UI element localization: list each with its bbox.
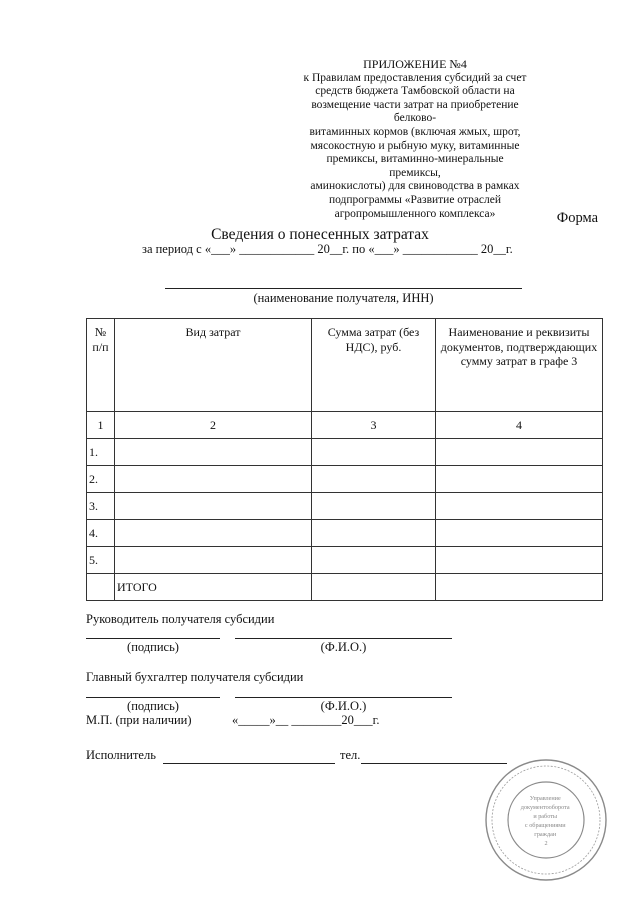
accountant-name-caption: (Ф.И.О.) [320, 699, 367, 713]
expense-type-cell[interactable] [115, 547, 312, 574]
recipient-line [165, 288, 522, 289]
phone-label: тел. [340, 748, 361, 762]
row-number: 4. [87, 520, 115, 547]
expense-type-cell[interactable] [115, 439, 312, 466]
page-title: Сведения о понесенных затратах [211, 226, 429, 243]
accountant-title: Главный бухгалтер получателя субсидии [86, 670, 304, 684]
stamp-center-line: 2 [544, 840, 548, 847]
head-signature-line[interactable] [86, 638, 220, 639]
stamp [484, 758, 608, 882]
header-documents: Наименование и реквизиты документов, подтверждающих сумму затрат в графе 3 [436, 319, 603, 412]
column-number: 2 [115, 412, 312, 439]
appendix-line: подпрограммы «Развитие отраслей [328, 193, 502, 206]
expense-type-cell[interactable] [115, 520, 312, 547]
total-row [87, 574, 603, 601]
head-name-caption: (Ф.И.О.) [320, 640, 367, 654]
appendix-line: мясокостную и рыбную муку, витаминные [310, 139, 520, 152]
documents-cell[interactable] [436, 493, 603, 520]
expense-type-cell[interactable] [115, 493, 312, 520]
amount-cell[interactable] [312, 466, 436, 493]
executor-label: Исполнитель [86, 748, 156, 762]
documents-cell[interactable] [436, 520, 603, 547]
appendix-block [300, 58, 530, 221]
seal-label: М.П. (при наличии) [86, 713, 192, 727]
form-label: Форма [556, 210, 598, 226]
table-row [87, 439, 603, 466]
expense-type-cell[interactable] [115, 466, 312, 493]
stamp-center-line: документооборота [520, 804, 570, 811]
total-documents-cell[interactable] [436, 574, 603, 601]
appendix-line: к Правилам предоставления субсидий за счет [303, 71, 527, 84]
appendix-line: средств бюджета Тамбовской области на [315, 85, 515, 98]
appendix-line: аминокислоты) для свиноводства в рамках [310, 180, 520, 193]
header-number: № п/п [87, 319, 115, 412]
column-number: 1 [87, 412, 115, 439]
date-line[interactable]: «_____»__ ________20___г. [232, 713, 380, 727]
table-row [87, 520, 603, 547]
total-label: ИТОГО [115, 574, 312, 601]
row-number: 3. [87, 493, 115, 520]
header-amount: Сумма затрат (без НДС), руб. [312, 319, 436, 412]
header-expense-type: Вид затрат [115, 319, 312, 412]
column-number-row [87, 412, 603, 439]
appendix-line: агропромышленного комплекса» [334, 207, 496, 220]
table-row [87, 493, 603, 520]
amount-cell[interactable] [312, 493, 436, 520]
head-signature-caption: (подпись) [127, 640, 179, 654]
total-number-cell [87, 574, 115, 601]
head-title: Руководитель получателя субсидии [86, 612, 275, 626]
stamp-center-line: и работы [533, 813, 558, 820]
documents-cell[interactable] [436, 466, 603, 493]
documents-cell[interactable] [436, 439, 603, 466]
accountant-signature-caption: (подпись) [127, 699, 179, 713]
appendix-line: премиксы, витаминно-минеральные премиксы, [326, 153, 504, 179]
row-number: 1. [87, 439, 115, 466]
amount-cell[interactable] [312, 520, 436, 547]
column-number: 3 [312, 412, 436, 439]
accountant-name-line[interactable] [235, 697, 452, 698]
appendix-line: возмещение части затрат на приобретение белково- [311, 98, 519, 125]
column-number: 4 [436, 412, 603, 439]
period-line: за период с «___» ____________ 20__г. по «___» ____________ 20__г. [142, 242, 513, 256]
head-name-line[interactable] [235, 638, 452, 639]
appendix-title: ПРИЛОЖЕНИЕ №4 [363, 57, 467, 71]
executor-line[interactable] [163, 763, 335, 764]
expenses-table [86, 318, 603, 601]
total-amount-cell[interactable] [312, 574, 436, 601]
stamp-center-line: Управление [529, 795, 561, 802]
table-row [87, 466, 603, 493]
row-number: 2. [87, 466, 115, 493]
accountant-signature-line[interactable] [86, 697, 220, 698]
table-header-row [87, 319, 603, 412]
row-number: 5. [87, 547, 115, 574]
amount-cell[interactable] [312, 547, 436, 574]
documents-cell[interactable] [436, 547, 603, 574]
appendix-line: витаминных кормов (включая жмых, шрот, [309, 125, 521, 138]
table-row [87, 547, 603, 574]
stamp-center-line: граждан [534, 831, 557, 838]
amount-cell[interactable] [312, 439, 436, 466]
svg-text:Управление документообор [521, 795, 571, 847]
stamp-center-line: с обращениями [524, 822, 566, 829]
stamp-seal-graphic [484, 758, 608, 882]
recipient-caption: (наименование получателя, ИНН) [253, 291, 434, 305]
